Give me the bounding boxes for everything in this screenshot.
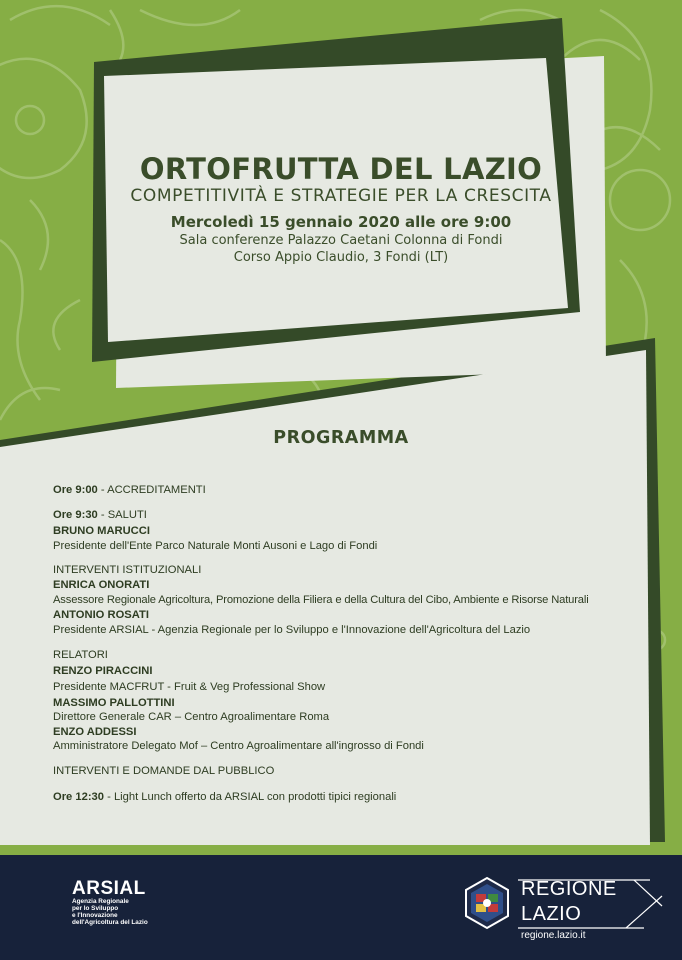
event-date: Mercoledì 15 gennaio 2020 alle ore 9:00 bbox=[170, 213, 512, 231]
event-subtitle: COMPETITIVITÀ E STRATEGIE PER LA CRESCITA bbox=[130, 186, 552, 206]
section-heading: INTERVENTI ISTITUZIONALI bbox=[53, 564, 202, 576]
accreditation-text: - ACCREDITAMENTI bbox=[97, 484, 206, 496]
speaker-name: ANTONIO ROSATI bbox=[53, 609, 149, 621]
lazio-wordmark: LAZIO bbox=[521, 903, 582, 925]
venue-line-1: Sala conferenze Palazzo Caetani Colonna di Fondi bbox=[179, 233, 503, 248]
speaker-role: Presidente ARSIAL - Agenzia Regionale per lo Sviluppo e l'Innovazione dell'Agricoltura del Lazio bbox=[53, 624, 531, 636]
regione-wordmark: REGIONE bbox=[521, 878, 617, 900]
region-website-link[interactable]: regione.lazio.it bbox=[521, 930, 586, 941]
lunch-text: - Light Lunch offerto da ARSIAL con prodotti tipici regionali bbox=[104, 791, 397, 803]
speaker-name: BRUNO MARUCCI bbox=[53, 525, 150, 537]
speaker-role: Assessore Regionale Agricoltura, Promozione della Filiera e della Cultura del Cibo, Ambiente e Risorse Naturali bbox=[53, 594, 589, 606]
greetings-text: - SALUTI bbox=[97, 509, 147, 521]
speaker-role: Presidente dell'Ente Parco Naturale Monti Ausoni e Lago di Fondi bbox=[53, 540, 378, 552]
venue-line-2: Corso Appio Claudio, 3 Fondi (LT) bbox=[233, 250, 449, 265]
speaker-name: ENZO ADDESSI bbox=[53, 726, 137, 738]
speaker-role: Direttore Generale CAR – Centro Agroalimentare Roma bbox=[53, 711, 330, 723]
event-title: ORTOFRUTTA DEL LAZIO bbox=[139, 152, 543, 186]
speaker-role: Amministratore Delegato Mof – Centro Agroalimentare all'ingrosso di Fondi bbox=[53, 740, 424, 752]
section-heading: INTERVENTI E DOMANDE DAL PUBBLICO bbox=[53, 765, 275, 777]
arsial-tagline-1: Agenzia Regionale bbox=[72, 898, 129, 905]
arsial-logo bbox=[72, 879, 148, 926]
speaker-name: RENZO PIRACCINI bbox=[53, 665, 153, 677]
lunch-line bbox=[53, 791, 396, 803]
arsial-tagline-2: per lo Sviluppo bbox=[72, 905, 119, 912]
greetings-time: Ore 9:30 bbox=[53, 509, 98, 521]
greetings-line bbox=[53, 509, 147, 521]
program-title: PROGRAMMA bbox=[273, 428, 409, 448]
arsial-tagline-3: e l'Innovazione bbox=[72, 912, 118, 919]
coat-of-arms-icon bbox=[466, 878, 508, 928]
section-heading: RELATORI bbox=[53, 649, 108, 661]
lunch-time: Ore 12:30 bbox=[53, 791, 104, 803]
speaker-name: MASSIMO PALLOTTINI bbox=[53, 697, 175, 709]
speaker-name: ENRICA ONORATI bbox=[53, 579, 150, 591]
accreditation-time: Ore 9:00 bbox=[53, 484, 98, 496]
arsial-wordmark: ARSIAL bbox=[72, 878, 146, 899]
arsial-tagline-4: dell'Agricoltura del Lazio bbox=[72, 919, 148, 926]
speaker-role: Presidente MACFRUT - Fruit & Veg Professional Show bbox=[53, 681, 326, 693]
accreditation-line bbox=[53, 484, 206, 496]
